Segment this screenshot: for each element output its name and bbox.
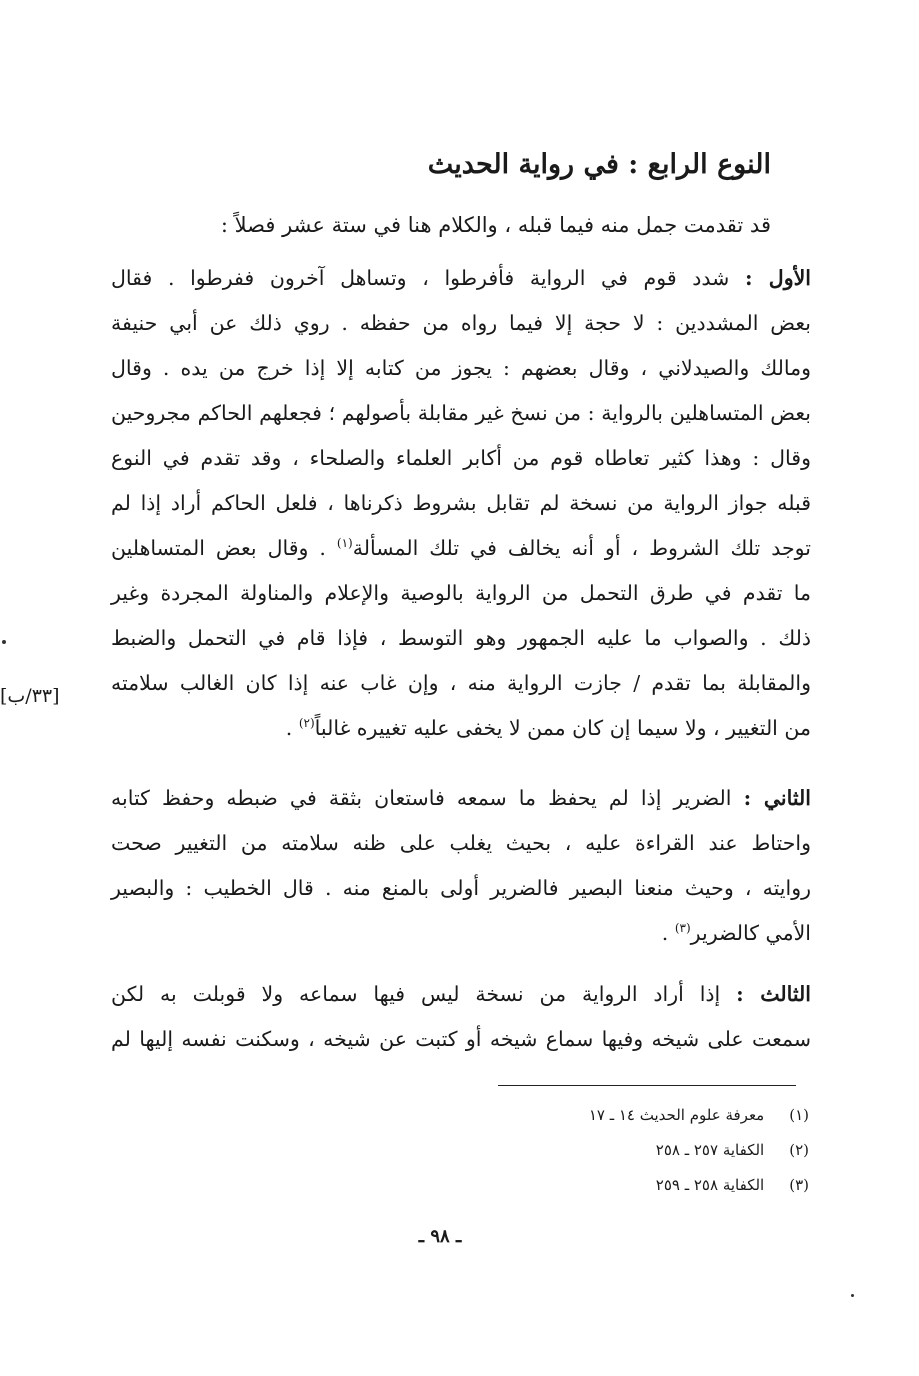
text-line: واحتاط عند القراءة عليه ، بحيث يغلب على ظنه سلامته من التغيير صحت [111, 831, 811, 855]
text-line: سمعت على شيخه وفيها سماع شيخه أو كتبت عن شيخه ، وسكنت نفسه إليها لم [111, 1027, 811, 1051]
scan-speck [2, 640, 6, 644]
section-keyword: الثاني : [743, 786, 811, 810]
page-number: ـ ٩٨ ـ [418, 1226, 462, 1247]
text-line: والمقابلة بما تقدم / جازت الرواية منه ، وإن غاب عنه إذا كان الغالب سلامته [111, 671, 811, 695]
text-line: بعض المتساهلين بالرواية : من نسخ غير مقابلة بأصولهم ؛ فجعلهم الحاكم مجروحين [111, 401, 811, 425]
text-line: بعض المشددين : لا حجة إلا فيما رواه من حفظه . روي ذلك عن أبي حنيفة [111, 311, 811, 335]
text-line: ما تقدم في طرق التحمل من الرواية بالوصية والإعلام والمناولة المجردة وغير [111, 581, 811, 605]
footnote: (٣) الكفاية ٢٥٨ ـ ٢٥٩ [655, 1176, 809, 1194]
section-keyword: الثالث : [736, 982, 811, 1006]
intro-line: قد تقدمت جمل منه فيما قبله ، والكلام هنا في ستة عشر فصلاً : [220, 213, 771, 237]
section-first [111, 256, 811, 751]
footnotes [389, 1098, 809, 1203]
text-line: وقال : وهذا كثير تعاطاه قوم من أكابر العلماء والصلحاء ، وقد تقدم في النوع [111, 446, 811, 470]
text-line: من التغيير ، ولا سيما إن كان ممن لا يخفى عليه تغييره غالباً$^{(٢)}$ . [285, 716, 811, 740]
text-line: الأول : شدد قوم في الرواية فأفرطوا ، وتساهل آخرون ففرطوا . فقال [111, 266, 811, 290]
footnote: (١) معرفة علوم الحديث ١٤ ـ ١٧ [588, 1106, 809, 1124]
section-keyword: الأول : [744, 266, 811, 290]
text-line: ومالك والصيدلاني ، وقال بعضهم : يجوز من كتابه إلا إذا خرج من يده . وقال [111, 356, 811, 380]
section-third [111, 972, 811, 1062]
footnote-separator [498, 1085, 796, 1086]
footnote: (٢) الكفاية ٢٥٧ ـ ٢٥٨ [655, 1141, 809, 1159]
text-line: روايته ، وحيث منعنا البصير فالضرير أولى بالمنع منه . قال الخطيب : والبصير [111, 876, 811, 900]
section-second [111, 776, 811, 956]
footnote-ref-2: (٢) [298, 716, 315, 731]
chapter-heading: النوع الرابع : في رواية الحديث [427, 149, 771, 180]
text-line: الأمي كالضرير$^{(٣)}$ . [661, 921, 811, 945]
margin-folio-note: [٣٣/ب] [0, 685, 60, 707]
scan-speck [851, 1294, 854, 1297]
footnote-ref-1: (١) [336, 536, 353, 551]
text-line: الثالث : إذا أراد الرواية من نسخة ليس فيها سماعه ولا قوبلت به لكن [111, 982, 811, 1006]
text-line: توجد تلك الشروط ، أو أنه يخالف في تلك المسألة$^{(١)}$ . وقال بعض المتساهلين [111, 536, 811, 560]
footnote-ref-3: (٣) [674, 921, 691, 936]
text-line: الثاني : الضرير إذا لم يحفظ ما سمعه فاستعان بثقة في ضبطه وحفظ كتابه [111, 786, 811, 810]
text-line: قبله جواز الرواية من نسخة لم تقابل بشروط ذكرناها ، فلعل الحاكم أراد إذا لم [111, 491, 811, 515]
text-line: ذلك . والصواب ما عليه الجمهور وهو التوسط ، فإذا قام في التحمل والضبط [111, 626, 811, 650]
